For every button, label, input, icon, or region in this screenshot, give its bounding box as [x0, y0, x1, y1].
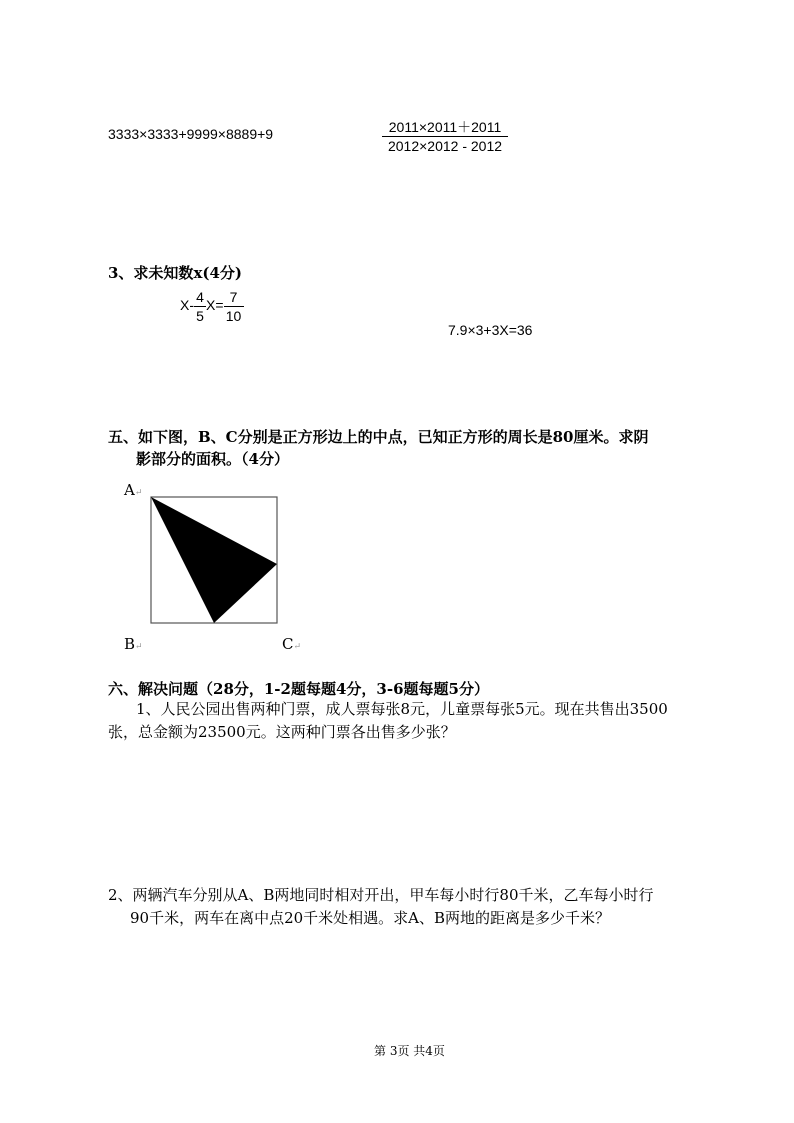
calc-fraction [382, 118, 508, 155]
eq1-pre: X- [180, 297, 194, 314]
label-c: C↵ [282, 635, 302, 653]
equation-1 [180, 288, 244, 325]
shaded-triangle [151, 497, 277, 623]
eq1-rhs-num: 7 [224, 288, 244, 307]
question-1-line2: 张，总金额为23500元。这两种门票各出售多少张？ [108, 723, 456, 741]
question-2-line2: 90千米，两车在离中点20千米处相遇。求A、B两地的距离是多少千米？ [130, 909, 611, 927]
question-2-line1: 2、两辆汽车分别从A、B两地同时相对开出，甲车每小时行80千米，乙车每小时行 [108, 886, 654, 904]
section5-heading-line2: 影部分的面积。（4分） [136, 450, 289, 468]
question-1-line1: 1、人民公园出售两种门票，成人票每张8元，儿童票每张5元。现在共售出3500 [136, 700, 668, 718]
label-a: A↵ [124, 481, 143, 499]
section5-heading-line1: 五、如下图，B、C分别是正方形边上的中点，已知正方形的周长是80厘米。求阴 [108, 428, 649, 446]
calc-expression-1: 3333×3333+9999×8889+9 [108, 126, 274, 142]
fraction-denominator: 2012×2012 - 2012 [387, 138, 503, 154]
eq1-rhs-den: 10 [225, 308, 242, 324]
section6-heading: 六、解决问题（28分，1-2题每题4分，3-6题每题5分） [108, 680, 489, 698]
section3-heading: 3、求未知数x(4分) [108, 264, 243, 282]
square-figure [148, 495, 280, 625]
equation-2: 7.9×3+3X=36 [448, 322, 533, 338]
eq1-mid: X= [206, 297, 224, 314]
fraction-numerator: 2011×2011＋2011 [382, 118, 508, 137]
return-mark: ↵ [134, 488, 143, 498]
return-mark: ↵ [293, 642, 302, 652]
return-mark: ↵ [135, 642, 143, 652]
page-footer: 第 3页 共4页 [374, 1044, 445, 1058]
eq1-frac-den: 5 [196, 308, 204, 324]
label-b: B↵ [124, 635, 143, 653]
eq1-frac-num: 4 [194, 288, 206, 307]
